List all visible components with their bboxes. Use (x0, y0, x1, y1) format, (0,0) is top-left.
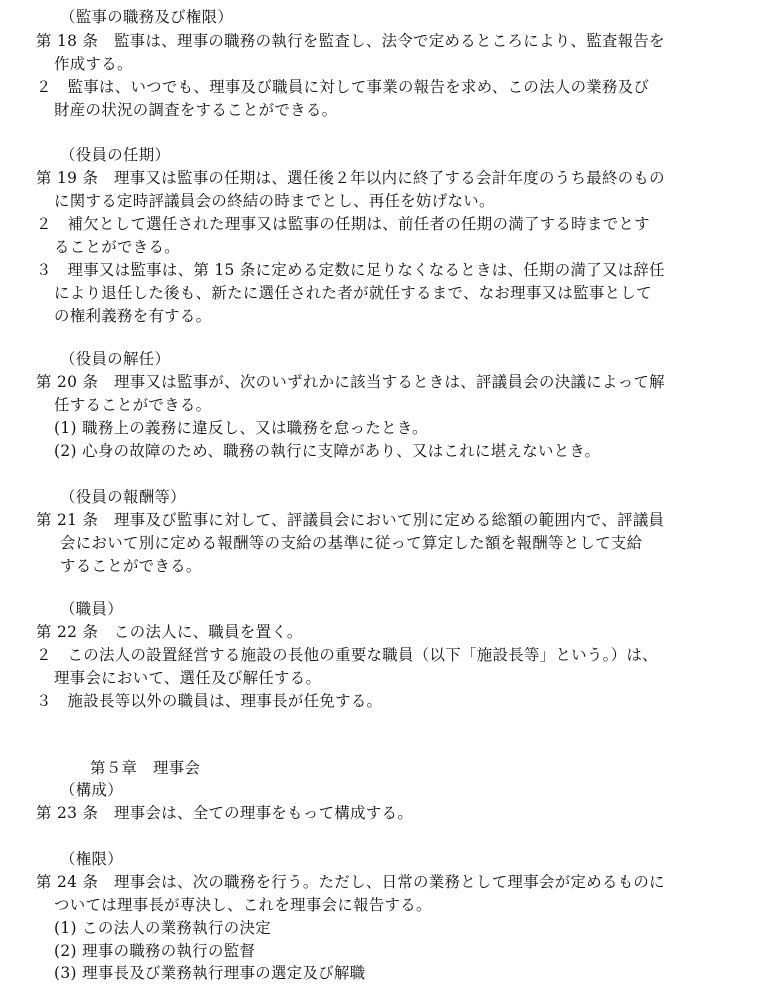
section-heading: （役員の報酬等） (60, 488, 186, 506)
section-heading: （権限） (60, 850, 123, 868)
article-20-item-1: (1) 職務上の義務に違反し、又は職務を怠ったとき。 (54, 419, 428, 437)
article-19-para-2-line-2: ることができる。 (54, 238, 180, 256)
article-18-line-1: 第 18 条 監事は、理事の職務の執行を監査し、法令で定めるところにより、監査報告を (36, 32, 665, 50)
article-22-line-1: 第 22 条 この法人に、職員を置く。 (36, 623, 303, 641)
article-24-item-3: (3) 理事長及び業務執行理事の選定及び解職 (54, 964, 366, 982)
article-21-line-3: することができる。 (60, 557, 202, 575)
article-19-para-3-line-2: により退任した後も、新たに選任された者が就任するまで、なお理事又は監事として (54, 284, 652, 302)
article-18-para-2-line-2: 財産の状況の調査をすることができる。 (54, 101, 338, 119)
section-heading: （役員の任期） (60, 146, 171, 164)
article-22-para-2-line-1: ２ この法人の設置経営する施設の長他の重要な職員（以下「施設長等」という。）は、 (36, 646, 658, 664)
article-19-para-3-line-3: の権利義務を有する。 (54, 307, 212, 325)
section-heading: （役員の解任） (60, 350, 171, 368)
article-22-para-3-line-1: ３ 施設長等以外の職員は、理事長が任免する。 (36, 692, 383, 710)
article-18-para-2-line-1: ２ 監事は、いつでも、理事及び職員に対して事業の報告を求め、この法人の業務及び (36, 78, 650, 96)
section-heading: （監事の職務及び権限） (60, 8, 234, 26)
article-24-line-2: ついては理事長が専決し、これを理事会に報告する。 (54, 896, 432, 914)
article-24-line-1: 第 24 条 理事会は、次の職務を行う。ただし、日常の業務として理事会が定めるものに (36, 873, 665, 891)
article-24-item-1: (1) この法人の業務執行の決定 (54, 919, 271, 937)
article-23-line-1: 第 23 条 理事会は、全ての理事をもって構成する。 (36, 804, 414, 822)
chapter-title: 第５章 理事会 (90, 759, 201, 777)
article-18-line-2: 作成する。 (54, 55, 133, 73)
article-22-para-2-line-2: 理事会において、選任及び解任する。 (54, 669, 322, 687)
article-21-line-2: 会において別に定める報酬等の支給の基準に従って算定した額を報酬等として支給 (60, 534, 643, 552)
article-19-line-2: に関する定時評議員会の終結の時までとし、再任を妨げない。 (54, 192, 495, 210)
section-heading: （職員） (60, 600, 123, 618)
article-20-line-1: 第 20 条 理事又は監事が、次のいずれかに該当するときは、評議員会の決議によって解 (36, 373, 665, 391)
article-21-line-1: 第 21 条 理事及び監事に対して、評議員会において別に定める総額の範囲内で、評議員 (36, 511, 665, 529)
article-20-line-2: 任することができる。 (54, 396, 212, 414)
article-19-para-2-line-1: ２ 補欠として選任された理事又は監事の任期は、前任者の任期の満了する時までとす (36, 215, 650, 233)
article-20-item-2: (2) 心身の故障のため、職務の執行に支障があり、又はこれに堪えないとき。 (54, 442, 601, 460)
section-heading: （構成） (60, 781, 123, 799)
article-19-line-1: 第 19 条 理事又は監事の任期は、選任後２年以内に終了する会計年度のうち最終のもの (36, 169, 665, 187)
article-24-item-2: (2) 理事の職務の執行の監督 (54, 942, 256, 960)
article-19-para-3-line-1: ３ 理事又は監事は、第 15 条に定める定数に足りなくなるときは、任期の満了又は辞任 (36, 261, 665, 279)
